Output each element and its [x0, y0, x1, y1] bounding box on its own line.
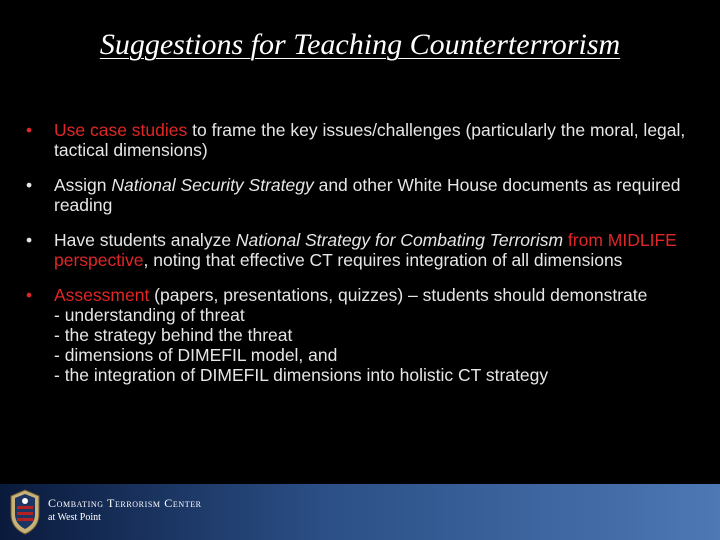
bullet-highlight: Assessment	[54, 285, 150, 305]
bullet-suffix: , noting that effective CT requires integration of all dimensions	[143, 250, 623, 270]
ctc-crest-icon	[8, 488, 42, 536]
bullet-assessment	[26, 285, 706, 385]
bullet-subline: - dimensions of DIMEFIL model, and	[54, 345, 338, 365]
bullet-nss	[26, 175, 706, 215]
bullet-dot-icon: •	[26, 285, 33, 305]
bullet-prefix: Assign	[54, 175, 112, 195]
bullet-text: (papers, presentations, quizzes) – students should demonstrate	[149, 285, 648, 305]
slide-title	[0, 28, 720, 62]
bullet-case-studies	[26, 120, 706, 160]
footer-bar	[0, 484, 720, 540]
bullet-prefix: Have students analyze	[54, 230, 236, 250]
bullet-highlight: from MIDLIFE perspective	[54, 230, 677, 270]
bullet-list	[26, 120, 706, 400]
bullet-subline: - the integration of DIMEFIL dimensions into holistic CT strategy	[54, 365, 549, 385]
bullet-subline: - the strategy behind the threat	[54, 325, 293, 345]
slide-title-text: Suggestions for Teaching Counterterrorism	[99, 28, 621, 61]
bullet-italic: National Strategy for Combating Terrorism	[235, 230, 564, 250]
bullet-ncst	[26, 230, 706, 270]
bullet-highlight: Use case studies	[54, 120, 188, 140]
bullet-dot-icon: •	[26, 120, 33, 140]
bullet-dot-icon: •	[26, 175, 33, 195]
org-name: Combating Terrorism Center	[48, 496, 202, 510]
bullet-dot-icon: •	[26, 230, 33, 250]
org-subtitle: at West Point	[48, 512, 101, 523]
bullet-suffix: and other White House documents as required reading	[54, 175, 681, 215]
bullet-text: to frame the key issues/challenges (particularly the moral, legal, tactical dimensions)	[54, 120, 686, 160]
bullet-italic: National Security Strategy	[111, 175, 314, 195]
bullet-subline: - understanding of threat	[54, 305, 245, 325]
